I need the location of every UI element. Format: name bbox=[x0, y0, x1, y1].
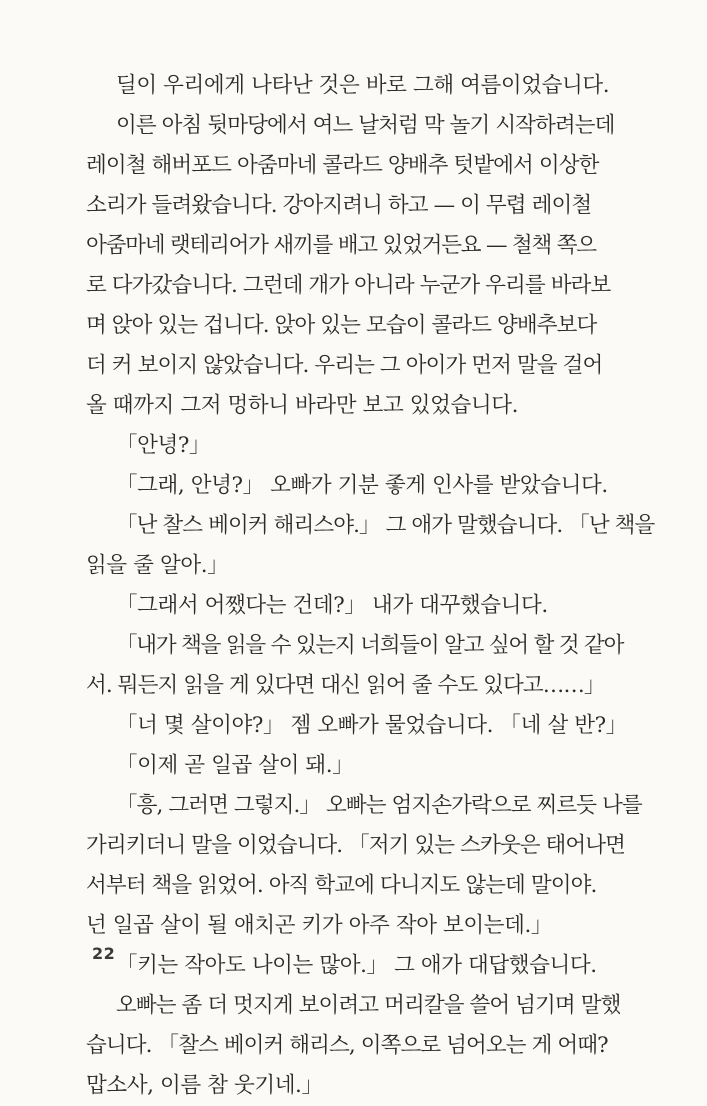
text-line: 넌 일곱 살이 될 애치곤 키가 아주 작아 보이는데.」 bbox=[86, 913, 553, 938]
text-line: 올 때까지 그저 멍하니 바라만 보고 있었습니다. bbox=[86, 393, 519, 418]
text-line: 습니다. 「찰스 베이커 해리스, 이쪽으로 넘어오는 게 어때? bbox=[86, 1033, 608, 1058]
text-line: 「그래, 안녕?」 오빠가 기분 좋게 인사를 받았습니다. bbox=[116, 473, 608, 498]
text-line: 아줌마네 랫테리어가 새끼를 배고 있었거든요 — 철책 쪽으 bbox=[86, 233, 596, 258]
text-line: 「흥, 그러면 그렇지.」 오빠는 엄지손가락으로 찌르듯 나를 bbox=[116, 793, 642, 818]
text-line: 딜이 우리에게 나타난 것은 바로 그해 여름이었습니다. bbox=[116, 73, 610, 98]
text-line: 이른 아침 뒷마당에서 여느 날처럼 막 놀기 시작하려는데 bbox=[116, 113, 615, 138]
body-text bbox=[86, 66, 686, 1106]
text-line: 오빠는 좀 더 멋지게 보이려고 머리칼을 쓸어 넘기며 말했 bbox=[116, 993, 621, 1018]
text-line: 로 다가갔습니다. 그런데 개가 아니라 누군가 우리를 바라보 bbox=[86, 273, 611, 298]
text-line: 맙소사, 이름 참 웃기네.」 bbox=[86, 1073, 323, 1098]
text-line: 「난 찰스 베이커 해리스야.」 그 애가 말했습니다. 「난 책을 bbox=[116, 513, 655, 538]
text-line: 서. 뭐든지 읽을 게 있다면 대신 읽어 줄 수도 있다고……」 bbox=[86, 673, 605, 698]
text-line: 가리키더니 말을 이었습니다. 「저기 있는 스카웃은 태어나면 bbox=[86, 833, 625, 858]
text-line: 「그래서 어쨌다는 건데?」 내가 대꾸했습니다. bbox=[116, 593, 548, 618]
text-line: 소리가 들려왔습니다. 강아지려니 하고 — 이 무렵 레이철 bbox=[86, 193, 592, 218]
text-line: 레이철 해버포드 아줌마네 콜라드 양배추 텃밭에서 이상한 bbox=[86, 153, 599, 178]
text-line: 「키는 작아도 나이는 많아.」 그 애가 대답했습니다. bbox=[116, 953, 597, 978]
text-line: 「이제 곧 일곱 살이 돼.」 bbox=[116, 753, 354, 778]
text-line: 더 커 보이지 않았습니다. 우리는 그 아이가 먼저 말을 걸어 bbox=[86, 353, 603, 378]
text-line: 「너 몇 살이야?」 젬 오빠가 물었습니다. 「네 살 반?」 bbox=[116, 713, 627, 738]
text-line: 「내가 책을 읽을 수 있는지 너희들이 알고 싶어 할 것 같아 bbox=[116, 633, 624, 658]
text-line: 읽을 줄 알아.」 bbox=[86, 553, 229, 578]
text-line: 서부터 책을 읽었어. 아직 학교에 다니지도 않는데 말이야. bbox=[86, 873, 597, 898]
text-line: 며 앉아 있는 겁니다. 앉아 있는 모습이 콜라드 양배추보다 bbox=[86, 313, 597, 338]
text-line: 「안녕?」 bbox=[116, 433, 211, 458]
page-number: 22 bbox=[92, 944, 116, 963]
